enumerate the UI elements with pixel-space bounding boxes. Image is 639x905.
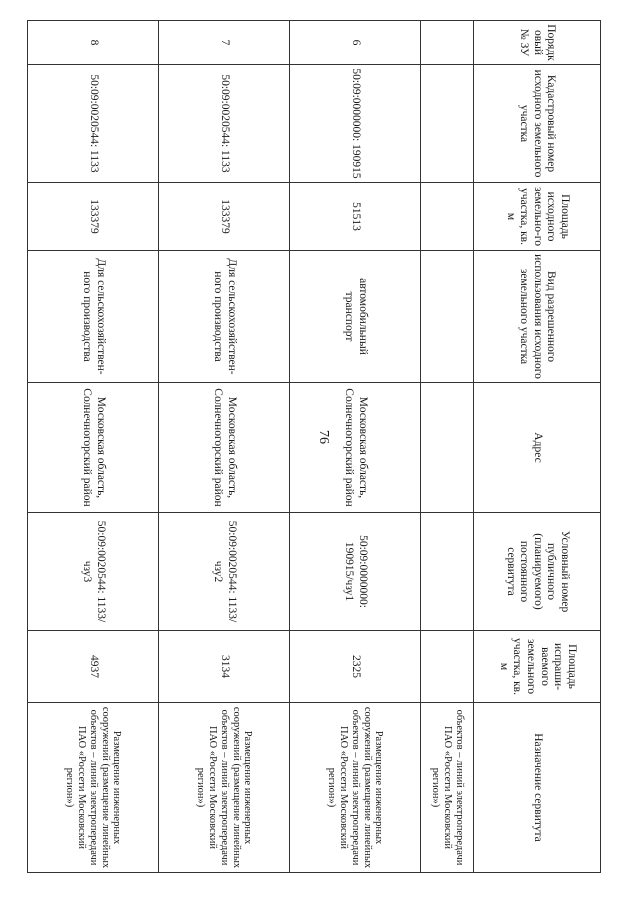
header-row [474, 21, 601, 873]
page-number: 76 [316, 430, 331, 444]
table-row [28, 21, 159, 873]
servitude-table [27, 20, 601, 873]
cell-area-requested: 2325 [290, 631, 421, 703]
header-address: Адрес [474, 383, 601, 513]
cell-empty [421, 631, 474, 703]
rotated-table-container [53, 20, 601, 872]
cell-num: 7 [159, 21, 290, 65]
cell-empty [421, 21, 474, 65]
header-cadastral: Кадастровый номер исходного земельного участка [474, 65, 601, 183]
cell-empty [421, 383, 474, 513]
header-area-source: Площадь исходного земельно-го участка, кв. м [474, 183, 601, 251]
cell-area-requested: 4937 [28, 631, 159, 703]
cell-cadastral: 50:09:0020544: 1133 [159, 65, 290, 183]
cell-area-source: 133379 [28, 183, 159, 251]
cell-area-requested: 3134 [159, 631, 290, 703]
table-row [159, 21, 290, 873]
cell-cadastral: 50:09:0020544: 1133 [28, 65, 159, 183]
header-usage: Вид разрешенного использования исходного земельного участка [474, 251, 601, 383]
cell-num: 8 [28, 21, 159, 65]
cell-address: Московская область, Солнечногорский район [159, 383, 290, 513]
cell-cadastral: 50:09:0000000: 190915 [290, 65, 421, 183]
cell-area-source: 51513 [290, 183, 421, 251]
cell-num: 6 [290, 21, 421, 65]
cell-purpose: Размещение инженерных сооружений (размещение линейных объектов – линий электропередачи ПАО «Россети Московский регион») [159, 703, 290, 873]
cell-empty [421, 65, 474, 183]
cell-area-source: 133379 [159, 183, 290, 251]
cell-address: Московская область, Солнечногорский район [28, 383, 159, 513]
cell-servitude-id: 50:09:0020544: 1133/чзу2 [159, 513, 290, 631]
cell-usage: Для сельскохозяйствен-ного производства [159, 251, 290, 383]
continuation-row [421, 21, 474, 873]
cell-empty [421, 251, 474, 383]
cell-empty [421, 183, 474, 251]
cell-usage: Для сельскохозяйствен-ного производства [28, 251, 159, 383]
cell-purpose-continuation: объектов – линий электропередачи ПАО «Россети Московский регион») [421, 703, 474, 873]
cell-usage: автомобильный транспорт [290, 251, 421, 383]
cell-purpose: Размещение инженерных сооружений (размещение линейных объектов – линий электропередачи ПАО «Россети Московский регион») [290, 703, 421, 873]
cell-servitude-id: 50:09:0000000: 190915/чзу1 [290, 513, 421, 631]
header-purpose: Назначение сервитута [474, 703, 601, 873]
cell-purpose: Размещение инженерных сооружений (размещение линейных объектов – линий электропередачи ПАО «Россети Московский регион») [28, 703, 159, 873]
table-row [290, 21, 421, 873]
cell-empty [421, 513, 474, 631]
cell-address: Московская область, Солнечногорский район [290, 383, 421, 513]
header-num: Порядковый № ЗУ [474, 21, 601, 65]
cell-servitude-id: 50:09:0020544: 1133/чзу3 [28, 513, 159, 631]
header-servitude-id: Условный номер публичного (планируемого) постоянного сервитута [474, 513, 601, 631]
header-area-requested: Площадь испраши-ваемого земельного участка, кв. м [474, 631, 601, 703]
